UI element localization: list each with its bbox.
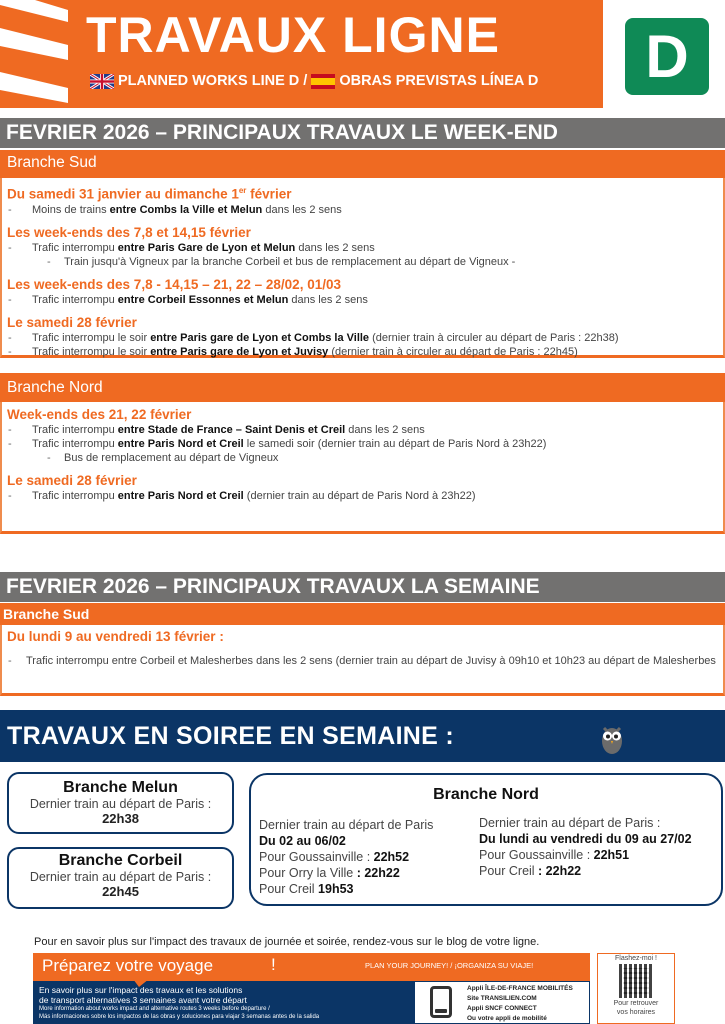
nord-row: Pour Goussainville : 22h51	[479, 848, 630, 862]
info-line-en: More information about works impact and alternative routes 3 weeks before departure /	[39, 1006, 270, 1012]
card-title: Branche Melun	[63, 779, 178, 796]
list-item: - Trafic interrompu entre Corbeil Essonnes et Melun dans les 2 sens	[2, 293, 723, 307]
nord-row: Pour Creil : 22h22	[479, 864, 582, 878]
list-item: - Trafic interrompu entre Paris Nord et Creil le samedi soir (dernier train au départ de Paris Nord à 23h22)	[2, 437, 723, 451]
info-line-1: En savoir plus sur l'impact des travaux et les solutions	[39, 985, 243, 995]
list-item: - Trafic interrompu entre Corbeil et Malesherbes dans les 2 sens (dernier train au départ de Juvisy à 09h10 et 10h23 au départ de Malesherbes	[2, 654, 723, 668]
date-heading: Du lundi 9 au vendredi 13 février :	[7, 629, 224, 644]
blog-info-text: Pour en savoir plus sur l'impact des travaux de journée et soirée, rendez-vous sur le blog de votre ligne.	[34, 936, 540, 948]
nord-row: Pour Goussainville : 22h52	[259, 850, 410, 864]
info-line-es: Más informaciones sobre los impactos de las obras y soluciones para viajar 3 semanas antes de la salida	[39, 1014, 320, 1020]
apps-list	[467, 984, 573, 1024]
date-heading: Le samedi 28 février	[7, 314, 137, 330]
nord-period: Du 02 au 06/02	[259, 834, 346, 848]
nord-label: Dernier train au départ de Paris	[259, 818, 434, 832]
list-item: - Trafic interrompu le soir entre Paris gare de Lyon et Juvisy (dernier train à circuler au départ de Paris : 22h45)	[2, 345, 723, 359]
subtitle-en: PLANNED WORKS LINE D /	[118, 73, 308, 89]
date-heading: Du samedi 31 janvier au dimanche 1er février	[7, 186, 292, 202]
semaine-section-title: FEVRIER 2026 – PRINCIPAUX TRAVAUX LA SEMAINE	[0, 572, 725, 602]
soiree-section-title: TRAVAUX EN SOIREE EN SEMAINE :	[0, 710, 725, 762]
plan-journey-text: PLAN YOUR JOURNEY! / ¡ORGANIZA SU VIAJE!	[365, 961, 534, 970]
list-subitem: - Train jusqu'à Vigneux par la branche Corbeil et bus de remplacement au départ de Vigneux -	[2, 255, 723, 269]
smartphone-icon	[430, 986, 452, 1018]
branche-melun-card	[7, 772, 234, 834]
qr-label-bottom-2: vos horaires	[616, 1009, 656, 1016]
qr-code-box	[597, 953, 675, 1024]
list-item: - Trafic interrompu entre Paris Gare de Lyon et Melun dans les 2 sens	[2, 241, 723, 255]
date-heading: Week-ends des 21, 22 février	[7, 407, 192, 422]
weekend-nord-panel	[0, 402, 725, 534]
list-item: - Moins de trains entre Combs la Ville et Melun dans les 2 sens	[2, 203, 723, 217]
prepare-exclamation: !	[271, 955, 276, 974]
qr-code-icon[interactable]	[619, 964, 653, 998]
app-sncf-connect[interactable]: Appli SNCF CONNECT	[467, 1005, 537, 1012]
spain-flag-icon	[311, 74, 335, 89]
qr-label-bottom: Pour retrouver	[613, 1000, 659, 1007]
site-transilien[interactable]: Site TRANSILIEN.COM	[467, 995, 537, 1002]
nord-row: Pour Creil 19h53	[259, 882, 354, 896]
page-title: TRAVAUX LIGNE	[86, 7, 500, 63]
branche-corbeil-card	[7, 847, 234, 909]
date-heading: Le samedi 28 février	[7, 473, 137, 488]
uk-flag-icon	[90, 74, 114, 89]
weekend-sud-header: Branche Sud	[0, 150, 725, 178]
prepare-info-box	[33, 981, 415, 1024]
app-idfm[interactable]: Appli ÎLE-DE-FRANCE MOBILITÉS	[467, 985, 573, 992]
app-other: Ou votre appli de mobilité	[467, 1015, 547, 1022]
date-heading: Les week-ends des 7,8 - 14,15 – 21, 22 – 28/02, 01/03	[7, 276, 341, 292]
subtitle-es: OBRAS PREVISTAS LÍNEA D	[339, 73, 539, 89]
qr-label-top: Flashez-moi !	[614, 955, 657, 962]
card-label: Dernier train au départ de Paris :	[29, 870, 212, 884]
prepare-title: Préparez votre voyage	[42, 956, 214, 975]
nord-row: Pour Orry la Ville : 22h22	[259, 866, 400, 880]
speech-notch	[133, 979, 149, 987]
line-d-badge: D	[625, 18, 709, 95]
weekend-section-title: FEVRIER 2026 – PRINCIPAUX TRAVAUX LE WEEK-END	[0, 118, 725, 148]
card-title: Branche Corbeil	[58, 852, 183, 869]
list-item: - Trafic interrompu le soir entre Paris gare de Lyon et Combs la Ville (dernier train à circuler au départ de Paris : 22h38)	[2, 331, 723, 345]
info-line-2: de transport alternatives 3 semaines avant votre départ	[39, 995, 247, 1005]
semaine-sud-header: Branche Sud	[0, 603, 725, 625]
apps-box	[415, 981, 590, 1024]
nord-label: Dernier train au départ de Paris :	[479, 816, 661, 830]
nord-period-1	[259, 817, 433, 897]
owl-moon-icon	[585, 714, 631, 760]
semaine-sud-panel	[0, 625, 725, 696]
card-title: Branche Nord	[433, 786, 539, 803]
weekend-nord-header: Branche Nord	[0, 373, 725, 402]
header-banner	[0, 0, 603, 108]
card-label: Dernier train au départ de Paris :	[29, 797, 212, 811]
list-subitem: - Bus de remplacement au départ de Vigneux	[2, 451, 723, 465]
date-heading: Les week-ends des 7,8 et 14,15 février	[7, 224, 251, 240]
list-item: - Trafic interrompu entre Stade de France – Saint Denis et Creil dans les 2 sens	[2, 423, 723, 437]
nord-period: Du lundi au vendredi du 09 au 27/02	[479, 832, 692, 846]
card-time: 22h38	[102, 811, 139, 826]
weekend-sud-panel	[0, 178, 725, 358]
branche-nord-card	[249, 773, 723, 906]
list-item: - Trafic interrompu entre Paris Nord et Creil (dernier train au départ de Paris Nord à 23h22)	[2, 489, 723, 503]
card-time: 22h45	[102, 884, 139, 899]
subtitle	[90, 73, 538, 89]
nord-period-2	[479, 815, 692, 879]
prepare-trip-banner	[33, 953, 590, 981]
stripes-decoration	[0, 0, 80, 108]
